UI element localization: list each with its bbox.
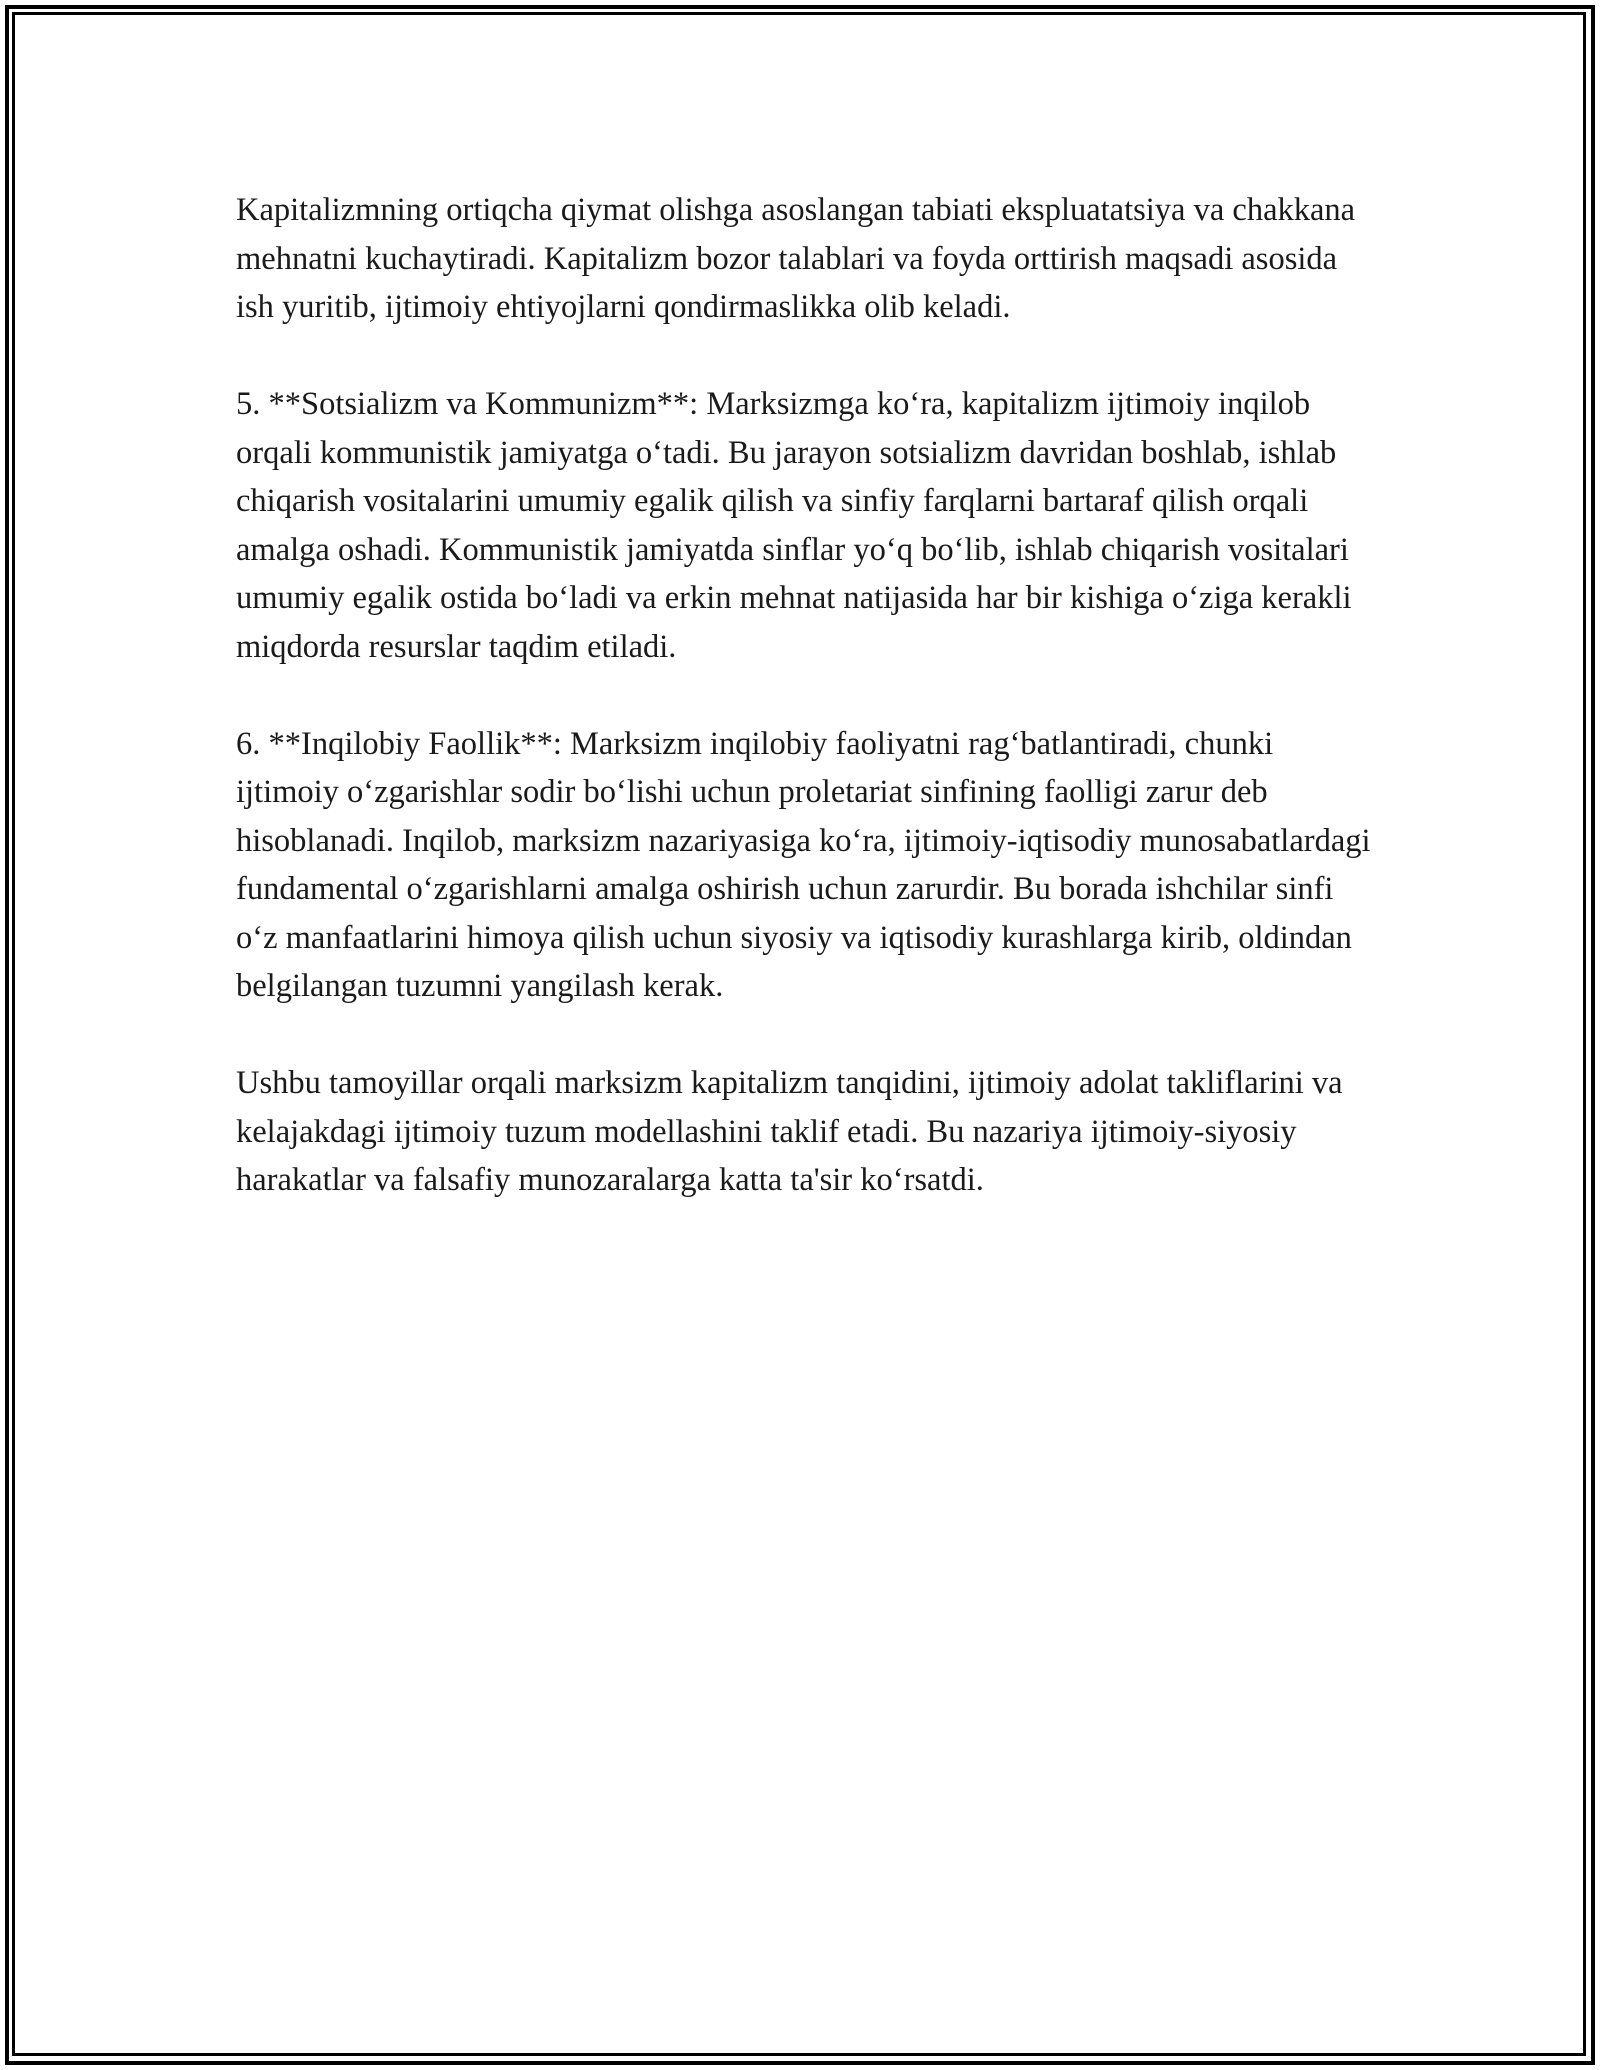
paragraph-revolutionary-activity: 6. **Inqilobiy Faollik**: Marksizm inqilobiy faoliyatni ragʻbatlantiradi, chunki ijtimoiy oʻzgarishlar sodir boʻlishi uchun proletariat sinfining faolligi zarur deb hisoblanadi. Inqilob, marksizm nazariyasiga koʻra, ijtimoiy-iqtisodiy munosabatlardagi fundamental oʻzgarishlarni amalga oshirish uchun zarurdir. Bu borada ishchilar sinfi oʻz manfaatlarini himoya qilish uchun siyosiy va iqtisodiy kurashlarga kirib, oldindan belgilangan tuzumni yangilash kerak. bbox=[236, 725, 1371, 1004]
paragraph-socialism-communism: 5. **Sotsializm va Kommunizm**: Marksizmga koʻra, kapitalizm ijtimoiy inqilob orqali kommunistik jamiyatga oʻtadi. Bu jarayon sotsializm davridan boshlab, ishlab chiqarish vositalarini umumiy egalik qilish va sinfiy farqlarni bartaraf qilish orqali amalga oshadi. Kommunistik jamiyatda sinflar yoʻq boʻlib, ishlab chiqarish vositalari umumiy egalik ostida boʻladi va erkin mehnat natijasida har bir kishiga oʻziga kerakli miqdorda resurslar taqdim etiladi. bbox=[236, 386, 1352, 665]
document-body bbox=[236, 186, 1376, 1253]
paragraph-capitalism: Kapitalizmning ortiqcha qiymat olishga asoslangan tabiati ekspluatatsiya va chakkana mehnatni kuchaytiradi. Kapitalizm bozor talablari va foyda orttirish maqsadi asosida ish yuritib, ijtimoiy ehtiyojlarni qondirmaslikka olib keladi. bbox=[236, 192, 1356, 325]
paragraph-conclusion: Ushbu tamoyillar orqali marksizm kapitalizm tanqidini, ijtimoiy adolat takliflarini va kelajakdagi ijtimoiy tuzum modellashini taklif etadi. Bu nazariya ijtimoiy-siyosiy harakatlar va falsafiy munozaralarga katta ta'sir koʻrsatdi. bbox=[236, 1065, 1343, 1198]
